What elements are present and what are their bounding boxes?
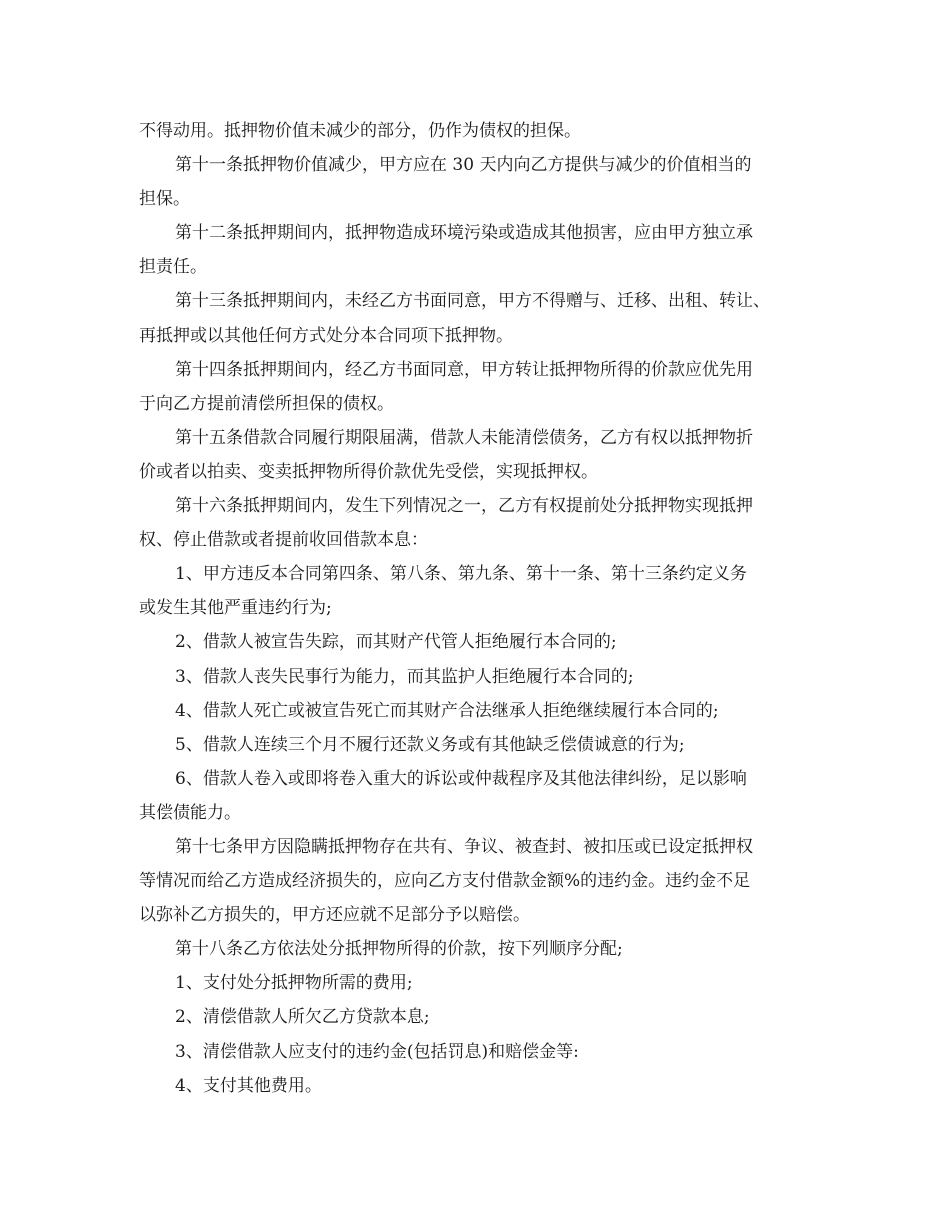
document-body xyxy=(139,114,819,1103)
text-line: 再抵押或以其他任何方式处分本合同项下抵押物。 xyxy=(139,325,513,346)
text-line: 4、借款人死亡或被宣告死亡而其财产合法继承人拒绝继续履行本合同的; xyxy=(175,700,719,721)
text-line: 4、支付其他费用。 xyxy=(175,1075,322,1096)
text-line: 第十四条抵押期间内，经乙方书面同意，甲方转让抵押物所得的价款应优先用 xyxy=(175,359,753,380)
text-line: 第十八条乙方依法处分抵押物所得的价款，按下列顺序分配; xyxy=(175,939,623,960)
text-line: 担保。 xyxy=(139,189,190,210)
text-line: 担责任。 xyxy=(139,257,207,278)
text-line: 2、清偿借款人所欠乙方贷款本息; xyxy=(175,1007,430,1028)
text-line: 等情况而给乙方造成经济损失的，应向乙方支付借款金额%的违约金。违约金不足 xyxy=(139,871,751,892)
text-line: 6、借款人卷入或即将卷入重大的诉讼或仲裁程序及其他法律纠纷，足以影响 xyxy=(175,768,747,789)
text-line: 1、甲方违反本合同第四条、第八条、第九条、第十一条、第十三条约定义务 xyxy=(175,564,747,585)
text-line: 第十六条抵押期间内，发生下列情况之一，乙方有权提前处分抵押物实现抵押 xyxy=(175,496,753,517)
text-line: 或发生其他严重违约行为; xyxy=(139,598,332,619)
text-line: 3、清偿借款人应支付的违约金(包括罚息)和赔偿金等: xyxy=(175,1041,579,1062)
text-line: 5、借款人连续三个月不履行还款义务或有其他缺乏偿债诚意的行为; xyxy=(175,734,685,755)
text-line: 权、停止借款或者提前收回借款本息： xyxy=(139,530,428,551)
text-line: 第十五条借款合同履行期限届满，借款人未能清偿债务，乙方有权以抵押物折 xyxy=(175,427,753,448)
text-line: 第十一条抵押物价值减少，甲方应在 30 天内向乙方提供与减少的价值相当的 xyxy=(175,155,752,176)
text-line: 2、借款人被宣告失踪，而其财产代管人拒绝履行本合同的; xyxy=(175,632,617,653)
text-line: 第十七条甲方因隐瞒抵押物存在共有、争议、被查封、被扣压或已设定抵押权 xyxy=(175,836,753,857)
text-line: 其偿债能力。 xyxy=(139,802,241,823)
text-line: 第十二条抵押期间内，抵押物造成环境污染或造成其他损害，应由甲方独立承 xyxy=(175,223,753,244)
text-line: 价或者以拍卖、变卖抵押物所得价款优先受偿，实现抵押权。 xyxy=(139,461,598,482)
text-line: 1、支付处分抵押物所需的费用; xyxy=(175,973,413,994)
text-line: 3、借款人丧失民事行为能力，而其监护人拒绝履行本合同的; xyxy=(175,666,634,687)
text-line: 不得动用。抵押物价值未减少的部分，仍作为债权的担保。 xyxy=(139,121,581,141)
text-line: 以弥补乙方损失的，甲方还应就不足部分予以赔偿。 xyxy=(139,905,530,926)
text-line: 于向乙方提前清偿所担保的债权。 xyxy=(139,393,394,414)
text-line: 第十三条抵押期间内，未经乙方书面同意，甲方不得赠与、迁移、出租、转让、 xyxy=(175,291,770,312)
